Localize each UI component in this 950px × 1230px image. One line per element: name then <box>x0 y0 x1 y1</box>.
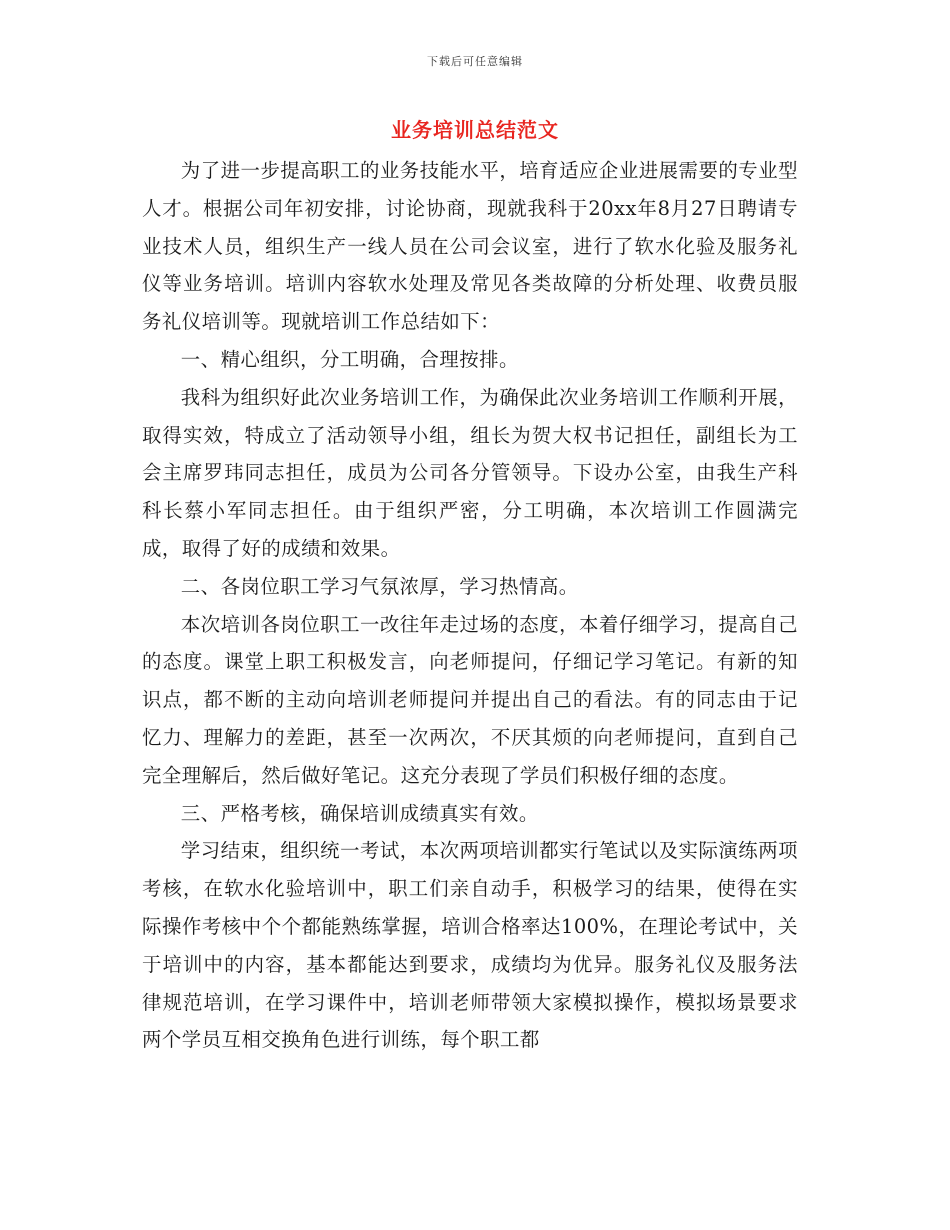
section-heading-3: 三、严格考核，确保培训成绩真实有效。 <box>180 801 539 825</box>
section-heading-2: 二、各岗位职工学习气氛浓厚，学习热情高。 <box>180 574 579 598</box>
document-title: 业务培训总结范文 <box>391 118 559 142</box>
section-heading-1: 一、精心组织，分工明确，合理按排。 <box>180 347 519 371</box>
document-body <box>142 152 798 1059</box>
paragraph-intro: 为了进一步提高职工的业务技能水平，培育适应企业进展需要的专业型人才。根据公司年初安排，讨论协商，现就我科于20xx年8月27日聘请专业技术人员，组织生产一线人员在公司会议室，进行了软水化验及服务礼仪等业务培训。培训内容软水处理及常见各类故障的分析处理、收费员服务礼仪培训等。现就培训工作总结如下： <box>142 159 798 334</box>
paragraph-section-1: 我科为组织好此次业务培训工作，为确保此次业务培训工作顺利开展，取得实效，特成立了活动领导小组，组长为贺大权书记担任，副组长为工会主席罗玮同志担任，成员为公司各分管领导。下设办公室，由我生产科科长蔡小军同志担任。由于组织严密，分工明确，本次培训工作圆满完成，取得了好的成绩和效果。 <box>142 385 798 560</box>
paragraph-section-3: 学习结束，组织统一考试，本次两项培训都实行笔试以及实际演练两项考核，在软水化验培训中，职工们亲自动手，积极学习的结果，使得在实际操作考核中个个都能熟练掌握，培训合格率达100%，在理论考试中，关于培训中的内容，基本都能达到要求，成绩均为优异。服务礼仪及服务法律规范培训，在学习课件中，培训老师带领大家模拟操作，模拟场景要求两个学员互相交换角色进行训练，每个职工都 <box>142 839 798 1052</box>
header-note: 下载后可任意编辑 <box>427 55 523 68</box>
paragraph-section-2: 本次培训各岗位职工一改往年走过场的态度，本着仔细学习，提高自己的态度。课堂上职工积极发言，向老师提问，仔细记学习笔记。有新的知识点，都不断的主动向培训老师提问并提出自己的看法。有的同志由于记忆力、理解力的差距，甚至一次两次，不厌其烦的向老师提问，直到自己完全理解后，然后做好笔记。这充分表现了学员们积极仔细的态度。 <box>142 612 798 787</box>
